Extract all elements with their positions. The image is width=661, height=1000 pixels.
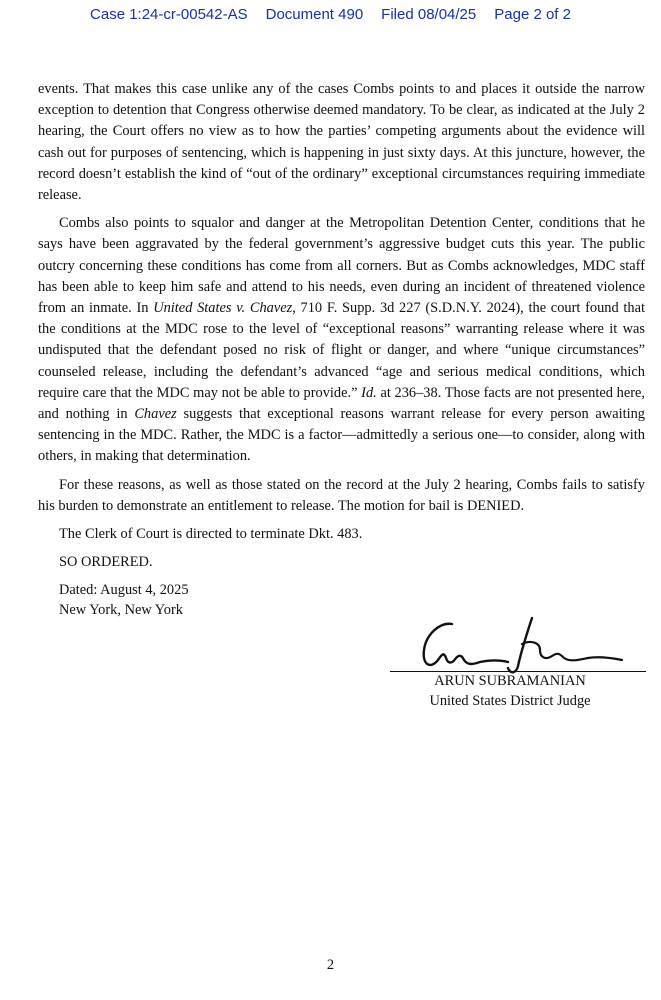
- paragraph-mdc-conditions: [38, 213, 645, 467]
- judge-title: United States District Judge: [429, 693, 591, 709]
- paragraph-text: , 710 F. Supp. 3d 227 (S.D.N.Y. 2024), the court found that the conditions at the MDC rose to the level of “exceptional reasons” warranting release where it was undisputed that the defendant posed no risk of flight or danger, and where “unique circumstances” counseled release, including the defendant’s advanced “age and serious medical conditions, which require care that the MDC may not be able to provide.”: [38, 300, 645, 401]
- page-number: 2: [326, 957, 335, 973]
- dated-place: New York, New York: [59, 602, 183, 618]
- paragraph-text: For these reasons, as well as those stated on the record at the July 2 hearing, Combs fails to satisfy his burden to demonstrate an entitlement to release. The motion for bail is DENIED.: [38, 476, 645, 514]
- paragraph-continuation: [38, 79, 645, 206]
- paragraph-text: events. That makes this case unlike any of the cases Combs points to and places it outside the narrow exception to detention that Congress otherwise deemed mandatory. To be clear, as indicated at the July 2 hearing, the Court offers no view as to how the parties’ competing arguments about the evidence will cash out for purposes of sentencing, which is happening in just sixty days. At this juncture, however, the record doesn’t establish the kind of “out of the ordinary” exceptional circumstances requiring immediate release.: [38, 81, 645, 204]
- case-citation: United States v. Chavez: [153, 300, 293, 317]
- paragraph-text: SO ORDERED.: [59, 554, 153, 571]
- id-citation: Id.: [361, 384, 377, 401]
- court-filing-header: [0, 6, 661, 23]
- so-ordered: [38, 552, 645, 573]
- filed-date: Filed 08/04/25: [381, 6, 477, 23]
- dated-block: [59, 580, 189, 620]
- paragraph-text: suggests that exceptional reasons warrant release for every person awaiting sentencing in the MDC. Rather, the MDC is a factor—admittedly a serious one—to consider, along with others, in making that determination.: [38, 406, 645, 465]
- page-indicator: Page 2 of 2: [494, 6, 571, 23]
- judge-name: ARUN SUBRAMANIAN: [434, 673, 586, 689]
- order-body: [38, 79, 645, 580]
- document-number: Document 490: [265, 6, 364, 23]
- dated-line: Dated: August 4, 2025: [59, 582, 189, 598]
- judge-block: [390, 671, 630, 711]
- handwritten-signature: [390, 614, 646, 678]
- paragraph-clerk-direction: [38, 524, 645, 545]
- paragraph-text: at 236–38. Those facts are not presented here, and nothing in: [38, 384, 645, 423]
- case-citation-short: Chavez: [134, 406, 177, 423]
- paragraph-text: The Clerk of Court is directed to terminate Dkt. 483.: [59, 526, 363, 543]
- paragraph-conclusion: [38, 475, 645, 517]
- case-number: Case 1:24-cr-00542-AS: [90, 6, 248, 23]
- paragraph-text: Combs also points to squalor and danger at the Metropolitan Detention Center, conditions that he says have been aggravated by the federal government’s aggressive budget cuts this year. The public outcry concerning these conditions has come from all corners. But as Combs acknowledges, MDC staff has been able to keep him safe and attend to his needs, even during an incident of threatened violence from an inmate. In: [38, 215, 645, 317]
